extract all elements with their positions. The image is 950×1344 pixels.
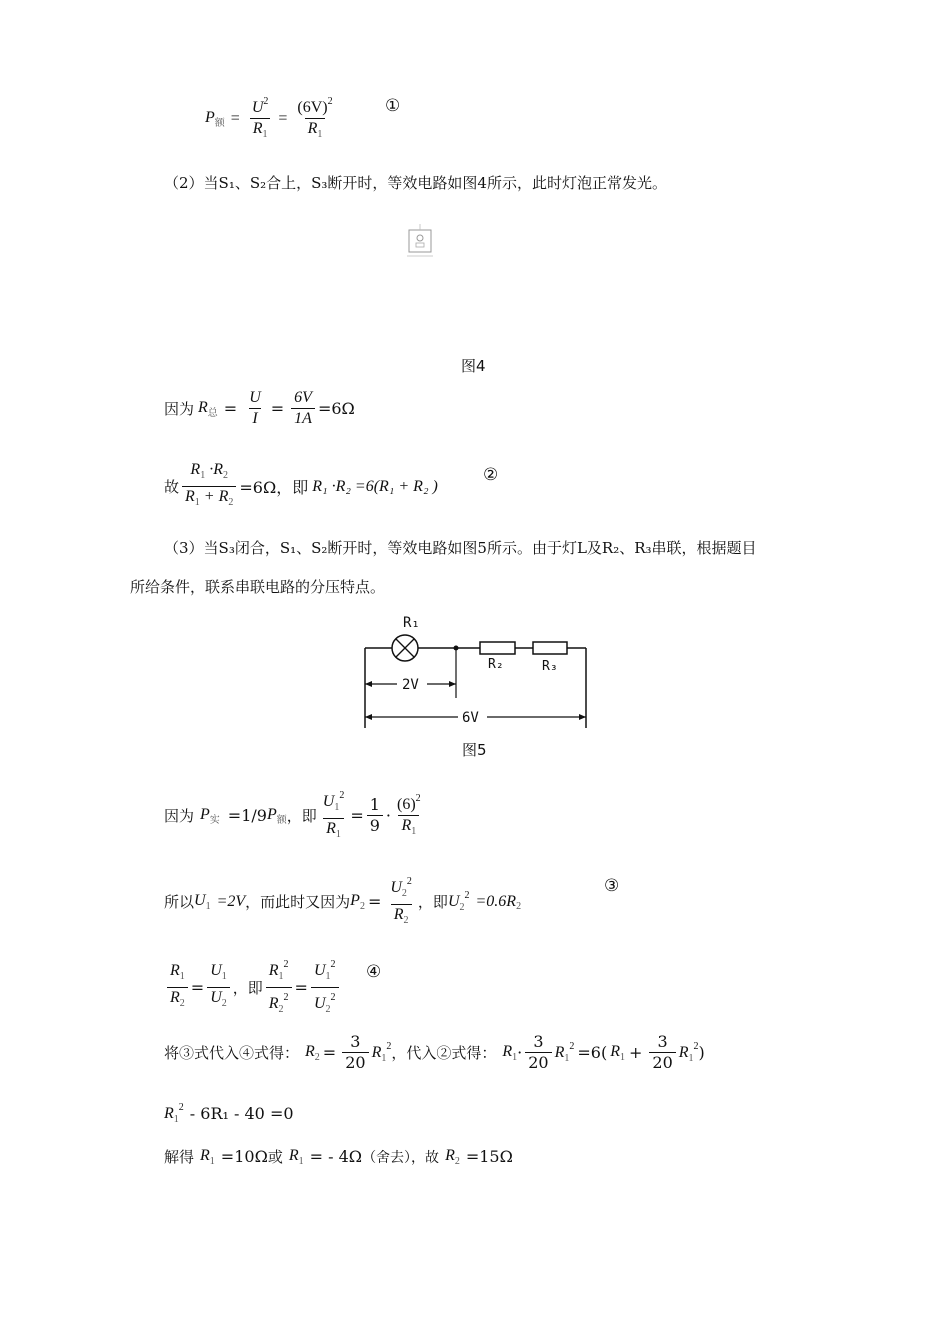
num-u: U — [249, 389, 261, 406]
connector-ie-3: ，即 — [232, 979, 263, 997]
value-2v: =2V — [216, 892, 246, 910]
text-or: 或 — [267, 1148, 283, 1166]
text-solve: 解得 — [164, 1148, 195, 1166]
sub-total: 总 — [207, 407, 218, 419]
ratio-1-9: =1/9 — [227, 806, 267, 825]
figure-4-image — [405, 222, 435, 260]
rhs-product: R₁ ·R₂ =6(R₁ + R₂ ) — [312, 477, 438, 495]
paragraph-3-line-2: 所给条件，联系串联电路的分压特点。 — [130, 578, 386, 596]
equation-voltage: 所以 $U_1$ =2V ，而此时又因为 $P_2$ = $\frac{U_2^2}{R_2}$ ，即 $U_2^2$ =0.6R $_2$ — [164, 872, 521, 931]
value-15ohm: =15Ω — [465, 1147, 513, 1166]
marker-3: ③ — [604, 876, 620, 896]
label-because: 因为 — [164, 400, 195, 418]
den-i: I — [249, 408, 260, 429]
rhs-0-6r: =0.6R — [475, 892, 517, 910]
label-6v: 6V — [462, 710, 479, 726]
equation-parallel: 故 $\frac{R_1 \cdot R_2}{R_1 + R_2}$ =6Ω，即 R₁ ·R₂ =6(R₁ + R₂ ) — [164, 460, 438, 513]
equation-total-resistance: 因为 $R_总$ = $\frac{U}{I}$ = $\frac{6V}{1A}$ =6Ω — [164, 389, 355, 427]
equation-substitution: 将③式代入④式得： $R_2$ = $\frac{3}{20}$ $R_1^2$ ，代入②式得： $R_1$ · $\frac{3}{20}$ $R_1^2$ =6( $R_1$ + $\frac{3}{20}$ $R_1^2$ ) — [164, 1032, 705, 1072]
equation-rated-power: $P_额$ = $\frac{U^2}{R_1}$ = $\frac{(6V)^2}{R_1}$ — [205, 92, 339, 145]
label-r1: R₁ — [403, 615, 420, 631]
label-therefore: 故 — [164, 478, 180, 496]
text-and-because: ，而此时又因为 — [245, 893, 351, 911]
value-10ohm: =10Ω — [220, 1147, 268, 1166]
marker-4: ④ — [366, 962, 382, 982]
num-6v: (6V) — [297, 99, 328, 116]
sub-rated-2: 额 — [276, 814, 287, 826]
paragraph-2: （2）当S₁、S₂合上，S₃断开时，等效电路如图4所示，此时灯泡正常发光。 — [164, 174, 667, 192]
text-substitute-2: ，代入②式得： — [391, 1044, 497, 1062]
connector-ie: ，即 — [286, 807, 317, 825]
figure-5-caption: 图5 — [462, 741, 487, 759]
num-6v-b: 6V — [294, 389, 312, 406]
resistor-r3 — [533, 642, 567, 654]
figure-5-circuit — [355, 608, 600, 733]
equation-solution: 解得 $R_1$ =10Ω 或 $R_1$ = - 4Ω （舍去），故 $R_2$ =15Ω — [164, 1146, 513, 1167]
den-1a: 1A — [291, 408, 315, 429]
mid-6ohm: =6Ω，即 — [239, 478, 309, 497]
text-discard: （舍去），故 — [362, 1149, 440, 1166]
figure-4-caption: 图4 — [461, 357, 486, 375]
sub-rated: 额 — [214, 117, 225, 129]
marker-2: ② — [483, 465, 499, 485]
equation-ratio: $\frac{R_1}{R_2}$ = $\frac{U_1}{U_2}$ ，即 $\frac{R_1^2}{R_2^2}$ = $\frac{U_1^2}{U_2^2}$ — [164, 955, 342, 1020]
resistor-r2 — [480, 642, 515, 654]
text-substitute: 将③式代入④式得： — [164, 1044, 300, 1062]
sub-actual: 实 — [209, 814, 220, 826]
equation-actual-power: 因为 $P_实$ =1/9 $P_额$ ，即 $\frac{U_1^2}{R_1}$ = $\frac{1}{9}$ · $\frac{(6)^2}{R_1}$ — [164, 786, 427, 845]
result-6ohm: =6Ω — [317, 399, 355, 418]
label-r3: R₃ — [542, 659, 558, 674]
equation-quadratic: $R_1^2$ - 6R₁ - 40 =0 — [164, 1102, 294, 1125]
connector-ie-2: ，即 — [417, 893, 448, 911]
label-because-2: 因为 — [164, 807, 195, 825]
label-so: 所以 — [164, 893, 195, 911]
paragraph-3-line-1: （3）当S₃闭合，S₁、S₂断开时，等效电路如图5所示。由于灯L及R₂、R₃串联，根据题目 — [164, 539, 757, 557]
value-neg4ohm: = - 4Ω — [309, 1147, 363, 1166]
quadratic-rest: - 6R₁ - 40 =0 — [189, 1104, 294, 1123]
marker-1: ① — [385, 96, 401, 116]
label-2v: 2V — [402, 677, 419, 693]
label-r2: R₂ — [488, 657, 504, 672]
